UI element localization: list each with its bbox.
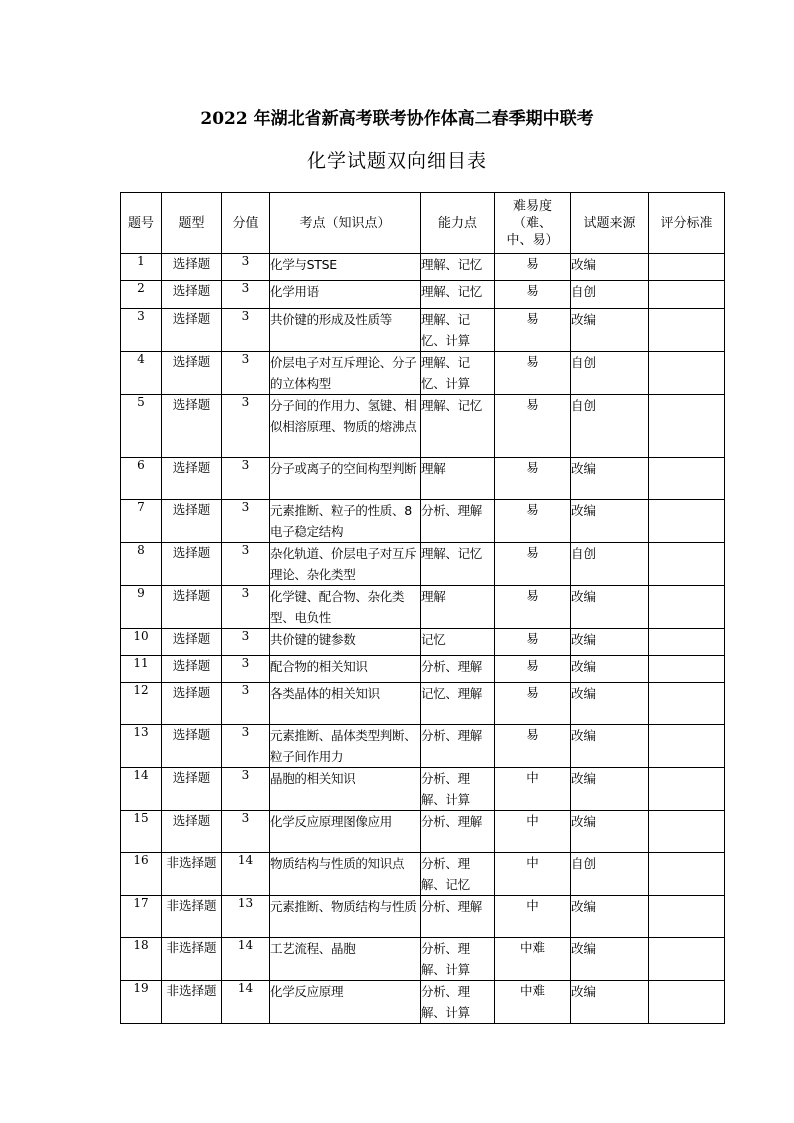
difficulty-cell: 易 — [495, 586, 571, 629]
score-cell: 3 — [222, 458, 270, 500]
row-number-cell: 8 — [121, 543, 162, 586]
row-number-cell: 12 — [121, 683, 162, 725]
source-cell: 改编 — [571, 811, 649, 853]
row-number-cell: 4 — [121, 352, 162, 395]
row-number-cell: 13 — [121, 725, 162, 768]
ability-cell: 分析、理解、计算 — [421, 981, 495, 1024]
difficulty-cell: 易 — [495, 352, 571, 395]
source-cell: 改编 — [571, 500, 649, 543]
header-cell: 分值 — [222, 193, 270, 254]
question-type-cell: 选择题 — [162, 395, 222, 458]
difficulty-cell: 中 — [495, 896, 571, 938]
score-cell: 3 — [222, 281, 270, 309]
ability-cell: 分析、理解 — [421, 725, 495, 768]
topic-cell: 共价键的键参数 — [270, 629, 421, 656]
question-type-cell: 选择题 — [162, 656, 222, 683]
row-number-cell: 18 — [121, 938, 162, 981]
row-number-cell: 7 — [121, 500, 162, 543]
row-number-cell: 17 — [121, 896, 162, 938]
topic-cell: 物质结构与性质的知识点 — [270, 853, 421, 896]
specification-table — [120, 192, 725, 1024]
table-row — [121, 981, 725, 1024]
row-number-cell: 1 — [121, 254, 162, 281]
score-cell: 3 — [222, 768, 270, 811]
topic-cell: 各类晶体的相关知识 — [270, 683, 421, 725]
source-cell: 改编 — [571, 938, 649, 981]
score-cell: 3 — [222, 254, 270, 281]
table-row — [121, 725, 725, 768]
ability-cell: 分析、理解 — [421, 500, 495, 543]
header-cell: 题号 — [121, 193, 162, 254]
standard-cell — [649, 629, 725, 656]
standard-cell — [649, 768, 725, 811]
source-cell: 自创 — [571, 395, 649, 458]
source-cell: 自创 — [571, 543, 649, 586]
table-body — [121, 254, 725, 1024]
difficulty-cell: 易 — [495, 458, 571, 500]
source-cell: 改编 — [571, 458, 649, 500]
table-row — [121, 853, 725, 896]
score-cell: 14 — [222, 853, 270, 896]
score-cell: 14 — [222, 981, 270, 1024]
question-type-cell: 选择题 — [162, 352, 222, 395]
ability-cell: 分析、理解 — [421, 896, 495, 938]
score-cell: 3 — [222, 811, 270, 853]
standard-cell — [649, 254, 725, 281]
standard-cell — [649, 853, 725, 896]
source-cell: 改编 — [571, 629, 649, 656]
row-number-cell: 16 — [121, 853, 162, 896]
topic-cell: 化学用语 — [270, 281, 421, 309]
source-cell: 改编 — [571, 254, 649, 281]
standard-cell — [649, 352, 725, 395]
score-cell: 3 — [222, 683, 270, 725]
question-type-cell: 选择题 — [162, 500, 222, 543]
difficulty-cell: 易 — [495, 656, 571, 683]
standard-cell — [649, 586, 725, 629]
question-type-cell: 选择题 — [162, 281, 222, 309]
source-cell: 改编 — [571, 725, 649, 768]
standard-cell — [649, 683, 725, 725]
table-row — [121, 281, 725, 309]
standard-cell — [649, 395, 725, 458]
topic-cell: 分子或离子的空间构型判断 — [270, 458, 421, 500]
row-number-cell: 11 — [121, 656, 162, 683]
difficulty-cell: 易 — [495, 500, 571, 543]
question-type-cell: 选择题 — [162, 458, 222, 500]
ability-cell: 理解 — [421, 586, 495, 629]
difficulty-cell: 易 — [495, 395, 571, 458]
question-type-cell: 选择题 — [162, 586, 222, 629]
header-row — [121, 193, 725, 254]
row-number-cell: 3 — [121, 309, 162, 352]
ability-cell: 理解、记忆 — [421, 281, 495, 309]
ability-cell: 记忆 — [421, 629, 495, 656]
standard-cell — [649, 725, 725, 768]
topic-cell: 化学与STSE — [270, 254, 421, 281]
score-cell: 3 — [222, 629, 270, 656]
standard-cell — [649, 656, 725, 683]
row-number-cell: 6 — [121, 458, 162, 500]
difficulty-cell: 易 — [495, 725, 571, 768]
difficulty-cell: 中 — [495, 768, 571, 811]
score-cell: 3 — [222, 500, 270, 543]
difficulty-cell: 中难 — [495, 938, 571, 981]
table-row — [121, 811, 725, 853]
score-cell: 3 — [222, 656, 270, 683]
table-row — [121, 938, 725, 981]
row-number-cell: 9 — [121, 586, 162, 629]
difficulty-cell: 易 — [495, 683, 571, 725]
row-number-cell: 19 — [121, 981, 162, 1024]
topic-cell: 杂化轨道、价层电子对互斥理论、杂化类型 — [270, 543, 421, 586]
document-title: 2022 年湖北省新高考联考协作体高二春季期中联考 — [200, 109, 594, 129]
topic-cell: 化学反应原理 — [270, 981, 421, 1024]
header-cell: 能力点 — [421, 193, 495, 254]
score-cell: 13 — [222, 896, 270, 938]
question-type-cell: 选择题 — [162, 811, 222, 853]
standard-cell — [649, 543, 725, 586]
ability-cell: 理解、记忆 — [421, 543, 495, 586]
ability-cell: 分析、理解、计算 — [421, 768, 495, 811]
question-type-cell: 选择题 — [162, 543, 222, 586]
ability-cell: 理解、记忆 — [421, 254, 495, 281]
standard-cell — [649, 896, 725, 938]
table-row — [121, 543, 725, 586]
topic-cell: 共价键的形成及性质等 — [270, 309, 421, 352]
topic-cell: 元素推断、物质结构与性质 — [270, 896, 421, 938]
header-cell: 试题来源 — [571, 193, 649, 254]
difficulty-cell: 中难 — [495, 981, 571, 1024]
source-cell: 自创 — [571, 281, 649, 309]
topic-cell: 配合物的相关知识 — [270, 656, 421, 683]
standard-cell — [649, 309, 725, 352]
table-row — [121, 395, 725, 458]
source-cell: 改编 — [571, 309, 649, 352]
topic-cell: 分子间的作用力、氢键、相似相溶原理、物质的熔沸点 — [270, 395, 421, 458]
header-cell: 题型 — [162, 193, 222, 254]
topic-cell: 价层电子对互斥理论、分子的立体构型 — [270, 352, 421, 395]
ability-cell: 理解、记忆、计算 — [421, 352, 495, 395]
ability-cell: 分析、理解 — [421, 656, 495, 683]
table-row — [121, 352, 725, 395]
topic-cell: 工艺流程、晶胞 — [270, 938, 421, 981]
document-subtitle: 化学试题双向细目表 — [306, 150, 487, 172]
difficulty-cell: 中 — [495, 853, 571, 896]
ability-cell: 分析、理解 — [421, 811, 495, 853]
ability-cell: 记忆、理解 — [421, 683, 495, 725]
standard-cell — [649, 811, 725, 853]
difficulty-cell: 中 — [495, 811, 571, 853]
source-cell: 改编 — [571, 586, 649, 629]
ability-cell: 分析、理解、计算 — [421, 938, 495, 981]
topic-cell: 化学键、配合物、杂化类型、电负性 — [270, 586, 421, 629]
source-cell: 改编 — [571, 896, 649, 938]
header-cell: 评分标准 — [649, 193, 725, 254]
difficulty-cell: 易 — [495, 543, 571, 586]
table-row — [121, 586, 725, 629]
question-type-cell: 选择题 — [162, 254, 222, 281]
standard-cell — [649, 281, 725, 309]
ability-cell: 理解、记忆 — [421, 395, 495, 458]
score-cell: 3 — [222, 543, 270, 586]
ability-cell: 理解 — [421, 458, 495, 500]
question-type-cell: 非选择题 — [162, 938, 222, 981]
table-row — [121, 683, 725, 725]
score-cell: 3 — [222, 395, 270, 458]
ability-cell: 理解、记忆、计算 — [421, 309, 495, 352]
source-cell: 改编 — [571, 768, 649, 811]
row-number-cell: 2 — [121, 281, 162, 309]
source-cell: 改编 — [571, 981, 649, 1024]
difficulty-cell: 易 — [495, 254, 571, 281]
standard-cell — [649, 938, 725, 981]
difficulty-cell: 易 — [495, 281, 571, 309]
table-row — [121, 896, 725, 938]
question-type-cell: 选择题 — [162, 309, 222, 352]
source-cell: 自创 — [571, 853, 649, 896]
score-cell: 14 — [222, 938, 270, 981]
score-cell: 3 — [222, 352, 270, 395]
difficulty-cell: 易 — [495, 629, 571, 656]
table-row — [121, 254, 725, 281]
source-cell: 改编 — [571, 656, 649, 683]
score-cell: 3 — [222, 725, 270, 768]
header-cell: 考点（知识点） — [270, 193, 421, 254]
source-cell: 自创 — [571, 352, 649, 395]
row-number-cell: 15 — [121, 811, 162, 853]
question-type-cell: 非选择题 — [162, 853, 222, 896]
question-type-cell: 选择题 — [162, 629, 222, 656]
table-row — [121, 656, 725, 683]
question-type-cell: 选择题 — [162, 768, 222, 811]
topic-cell: 晶胞的相关知识 — [270, 768, 421, 811]
score-cell: 3 — [222, 586, 270, 629]
difficulty-cell: 易 — [495, 309, 571, 352]
standard-cell — [649, 458, 725, 500]
ability-cell: 分析、理解、记忆 — [421, 853, 495, 896]
question-type-cell: 选择题 — [162, 725, 222, 768]
row-number-cell: 10 — [121, 629, 162, 656]
table-row — [121, 629, 725, 656]
row-number-cell: 5 — [121, 395, 162, 458]
standard-cell — [649, 500, 725, 543]
table-row — [121, 309, 725, 352]
table-row — [121, 458, 725, 500]
score-cell: 3 — [222, 309, 270, 352]
topic-cell: 元素推断、粒子的性质、8电子稳定结构 — [270, 500, 421, 543]
topic-cell: 化学反应原理图像应用 — [270, 811, 421, 853]
question-type-cell: 非选择题 — [162, 981, 222, 1024]
question-type-cell: 非选择题 — [162, 896, 222, 938]
standard-cell — [649, 981, 725, 1024]
table-row — [121, 768, 725, 811]
question-type-cell: 选择题 — [162, 683, 222, 725]
topic-cell: 元素推断、晶体类型判断、粒子间作用力 — [270, 725, 421, 768]
header-cell: 难易度（难、中、易） — [495, 193, 571, 254]
table-row — [121, 500, 725, 543]
source-cell: 改编 — [571, 683, 649, 725]
row-number-cell: 14 — [121, 768, 162, 811]
